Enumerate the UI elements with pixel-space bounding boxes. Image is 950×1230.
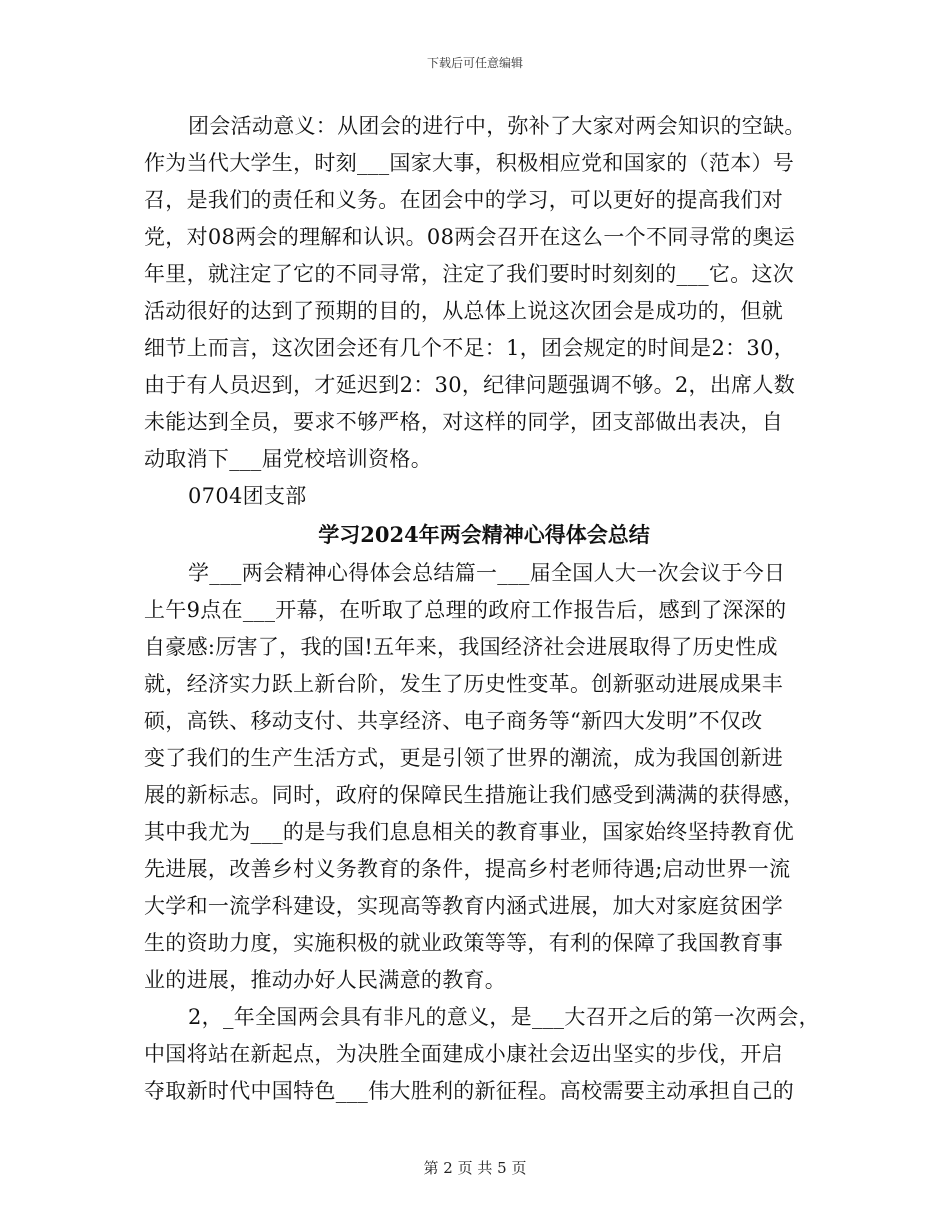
paragraph-line: 团会活动意义：从团会的进行中，弥补了大家对两会知识的空缺。 (188, 114, 806, 138)
paragraph-line: 业的进展，推动办好人民满意的教育。 (144, 968, 507, 992)
paragraph-line: 展的新标志。同时，政府的保障民生措施让我们感受到满满的获得感， (144, 783, 805, 807)
paragraph-meeting-significance (144, 108, 824, 478)
signature: 0704团支部 (188, 484, 307, 508)
paragraph-line: 细节上而言，这次团会还有几个不足：1，团会规定的时间是2：30， (144, 336, 796, 360)
paragraph-line: 硕，高铁、移动支付、共享经济、电子商务等“新四大发明”不仅改 (144, 709, 763, 733)
paragraph-summary-part-two (144, 999, 824, 1110)
paragraph-line: 2，_年全国两会具有非凡的意义，是___大召开之后的第一次两会， (188, 1005, 820, 1029)
paragraph-line: 大学和一流学科建设，实现高等教育内涵式进展，加大对家庭贫困学 (144, 894, 783, 918)
page-header-note: 下载后可任意编辑 (426, 56, 523, 70)
paragraph-line: 作为当代大学生，时刻___国家大事，积极相应党和国家的（范本）号 (144, 151, 795, 175)
paragraph-line: 活动很好的达到了预期的目的，从总体上说这次团会是成功的，但就 (144, 299, 783, 323)
paragraph-line: 年里，就注定了它的不同寻常，注定了我们要时时刻刻的___它。这次 (144, 262, 795, 286)
paragraph-line: 生的资助力度，实施积极的就业政策等等，有利的保障了我国教育事 (144, 931, 783, 955)
paragraph-line: 自豪感:厉害了，我的国!五年来，我国经济社会进展取得了历史性成 (144, 635, 778, 659)
paragraph-line: 就，经济实力跃上新台阶，发生了历史性变革。创新驱动进展成果丰 (144, 672, 783, 696)
paragraph-line: 党，对08两会的理解和认识。08两会召开在这么一个不同寻常的奥运 (144, 225, 796, 249)
paragraph-line: 先进展，改善乡村义务教育的条件，提高乡村老师待遇;启动世界一流 (144, 857, 791, 881)
paragraph-line: 召，是我们的责任和义务。在团会中的学习，可以更好的提高我们对 (144, 188, 783, 212)
paragraph-line: 其中我尤为___的是与我们息息相关的教育事业，国家始终坚持教育优 (144, 820, 795, 844)
paragraph-summary-part-one (144, 555, 824, 999)
paragraph-line: 上午9点在___开幕，在听取了总理的政府工作报告后，感到了深深的 (144, 598, 787, 622)
page-number-footer: 第 2 页 共 5 页 (423, 1159, 527, 1177)
section-title: 学习2024年两会精神心得体会总结 (318, 522, 650, 547)
document-body (144, 108, 824, 1110)
paragraph-line: 由于有人员迟到，才延迟到2：30，纪律问题强调不够。2，出席人数 (144, 373, 796, 397)
paragraph-line: 动取消下___届党校培训资格。 (144, 447, 432, 471)
paragraph-line: 未能达到全员，要求不够严格，对这样的同学，团支部做出表决，自 (144, 410, 783, 434)
paragraph-line: 中国将站在新起点，为决胜全面建成小康社会迈出坚实的步伐，开启 (144, 1042, 783, 1066)
paragraph-line: 夺取新时代中国特色___伟大胜利的新征程。高校需要主动承担自己的 (144, 1079, 795, 1103)
paragraph-line: 学___两会精神心得体会总结篇一___届全国人大一次会议于今日 (188, 561, 786, 585)
paragraph-line: 变了我们的生产生活方式，更是引领了世界的潮流，成为我国创新进 (144, 746, 783, 770)
